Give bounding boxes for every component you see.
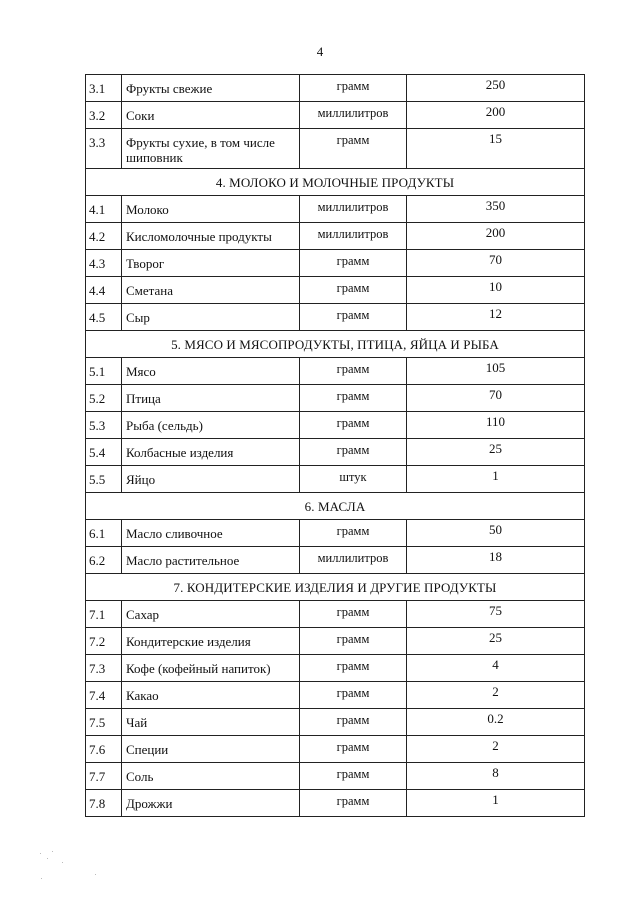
table-row	[86, 655, 585, 682]
table-row	[86, 439, 585, 466]
product-name: Кондитерские изделия	[122, 628, 300, 655]
product-name: Птица	[122, 385, 300, 412]
item-number: 4.3	[86, 250, 122, 277]
item-number: 3.1	[86, 75, 122, 102]
norm-value: 2	[407, 736, 585, 763]
norm-value: 200	[407, 102, 585, 129]
norm-value: 1	[407, 790, 585, 817]
product-name: Соки	[122, 102, 300, 129]
unit: грамм	[300, 682, 407, 709]
norm-value: 70	[407, 250, 585, 277]
unit: грамм	[300, 304, 407, 331]
item-number: 7.4	[86, 682, 122, 709]
unit: грамм	[300, 709, 407, 736]
product-name: Сметана	[122, 277, 300, 304]
norm-value: 70	[407, 385, 585, 412]
table-row	[86, 412, 585, 439]
table-row	[86, 547, 585, 574]
item-number: 5.5	[86, 466, 122, 493]
item-number: 5.3	[86, 412, 122, 439]
section-row	[86, 493, 585, 520]
item-number: 7.7	[86, 763, 122, 790]
product-name: Кофе (кофейный напиток)	[122, 655, 300, 682]
product-name: Специи	[122, 736, 300, 763]
product-name: Фрукты свежие	[122, 75, 300, 102]
section-title: 5. МЯСО И МЯСОПРОДУКТЫ, ПТИЦА, ЯЙЦА И РЫБА	[86, 331, 585, 358]
unit: грамм	[300, 736, 407, 763]
table-row	[86, 102, 585, 129]
section-row	[86, 331, 585, 358]
table-row	[86, 304, 585, 331]
norms-table	[85, 74, 585, 817]
norm-value: 2	[407, 682, 585, 709]
table-row	[86, 196, 585, 223]
product-name: Фрукты сухие, в том числе шиповник	[122, 129, 300, 169]
scan-speck	[40, 853, 41, 854]
norm-value: 25	[407, 628, 585, 655]
product-name: Сахар	[122, 601, 300, 628]
unit: грамм	[300, 520, 407, 547]
product-name: Соль	[122, 763, 300, 790]
table-row	[86, 790, 585, 817]
norm-value: 18	[407, 547, 585, 574]
unit: грамм	[300, 75, 407, 102]
unit: штук	[300, 466, 407, 493]
table-row	[86, 736, 585, 763]
unit: миллилитров	[300, 547, 407, 574]
product-name: Какао	[122, 682, 300, 709]
table-row	[86, 682, 585, 709]
section-title: 6. МАСЛА	[86, 493, 585, 520]
scan-speck	[52, 851, 53, 852]
unit: миллилитров	[300, 196, 407, 223]
unit: грамм	[300, 129, 407, 169]
norm-value: 50	[407, 520, 585, 547]
norm-value: 25	[407, 439, 585, 466]
section-title: 7. КОНДИТЕРСКИЕ ИЗДЕЛИЯ И ДРУГИЕ ПРОДУКТЫ	[86, 574, 585, 601]
item-number: 3.3	[86, 129, 122, 169]
unit: грамм	[300, 601, 407, 628]
product-name: Творог	[122, 250, 300, 277]
item-number: 4.1	[86, 196, 122, 223]
norm-value: 75	[407, 601, 585, 628]
scan-speck	[47, 858, 48, 859]
scan-speck	[62, 862, 63, 863]
scan-speck	[95, 874, 96, 875]
unit: грамм	[300, 277, 407, 304]
scan-speck	[41, 878, 42, 879]
item-number: 7.2	[86, 628, 122, 655]
item-number: 4.4	[86, 277, 122, 304]
norm-value: 200	[407, 223, 585, 250]
item-number: 5.4	[86, 439, 122, 466]
product-name: Сыр	[122, 304, 300, 331]
table-row	[86, 763, 585, 790]
unit: грамм	[300, 250, 407, 277]
item-number: 5.2	[86, 385, 122, 412]
norm-value: 105	[407, 358, 585, 385]
section-title: 4. МОЛОКО И МОЛОЧНЫЕ ПРОДУКТЫ	[86, 169, 585, 196]
product-name: Рыба (сельдь)	[122, 412, 300, 439]
table-row	[86, 628, 585, 655]
product-name: Масло растительное	[122, 547, 300, 574]
unit: грамм	[300, 628, 407, 655]
table-body	[86, 75, 585, 817]
table-row	[86, 129, 585, 169]
item-number: 7.1	[86, 601, 122, 628]
unit: миллилитров	[300, 223, 407, 250]
item-number: 6.2	[86, 547, 122, 574]
item-number: 7.8	[86, 790, 122, 817]
section-row	[86, 169, 585, 196]
product-name: Колбасные изделия	[122, 439, 300, 466]
unit: грамм	[300, 385, 407, 412]
item-number: 6.1	[86, 520, 122, 547]
section-row	[86, 574, 585, 601]
product-name: Мясо	[122, 358, 300, 385]
table-row	[86, 277, 585, 304]
table-row	[86, 601, 585, 628]
table-row	[86, 385, 585, 412]
unit: грамм	[300, 439, 407, 466]
product-name: Чай	[122, 709, 300, 736]
norm-value: 12	[407, 304, 585, 331]
table-row	[86, 75, 585, 102]
unit: грамм	[300, 412, 407, 439]
unit: грамм	[300, 358, 407, 385]
norm-value: 1	[407, 466, 585, 493]
product-name: Кисломолочные продукты	[122, 223, 300, 250]
item-number: 5.1	[86, 358, 122, 385]
table-row	[86, 223, 585, 250]
norm-value: 250	[407, 75, 585, 102]
item-number: 3.2	[86, 102, 122, 129]
item-number: 7.5	[86, 709, 122, 736]
norm-value: 8	[407, 763, 585, 790]
unit: грамм	[300, 655, 407, 682]
item-number: 4.2	[86, 223, 122, 250]
norm-value: 0.2	[407, 709, 585, 736]
product-name: Яйцо	[122, 466, 300, 493]
product-name: Масло сливочное	[122, 520, 300, 547]
table-row	[86, 520, 585, 547]
unit: грамм	[300, 790, 407, 817]
norm-value: 110	[407, 412, 585, 439]
unit: миллилитров	[300, 102, 407, 129]
item-number: 7.3	[86, 655, 122, 682]
table-row	[86, 466, 585, 493]
product-name: Молоко	[122, 196, 300, 223]
norm-value: 350	[407, 196, 585, 223]
table-row	[86, 709, 585, 736]
norm-value: 4	[407, 655, 585, 682]
item-number: 7.6	[86, 736, 122, 763]
unit: грамм	[300, 763, 407, 790]
product-name: Дрожжи	[122, 790, 300, 817]
item-number: 4.5	[86, 304, 122, 331]
page-number: 4	[316, 44, 324, 59]
table-row	[86, 358, 585, 385]
norm-value: 10	[407, 277, 585, 304]
table-row	[86, 250, 585, 277]
norm-value: 15	[407, 129, 585, 169]
